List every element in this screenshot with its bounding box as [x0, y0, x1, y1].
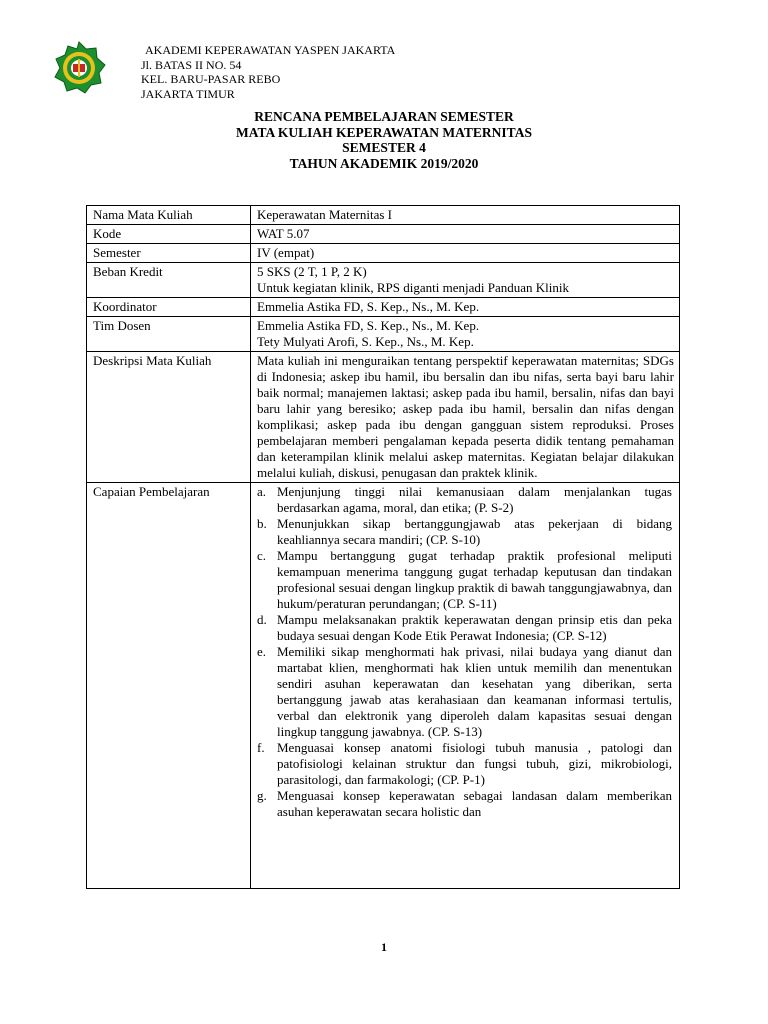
- title-line: MATA KULIAH KEPERAWATAN MATERNITAS: [236, 124, 532, 140]
- credit-load-value: [251, 263, 680, 298]
- credit-note: Untuk kegiatan klinik, RPS diganti menjadi Panduan Klinik: [257, 280, 569, 295]
- table-row: [87, 206, 680, 225]
- list-item: [257, 788, 672, 820]
- list-item: [257, 548, 672, 612]
- course-code-value: WAT 5.07: [251, 225, 680, 244]
- coordinator-value: Emmelia Astika FD, S. Kep., Ns., M. Kep.: [251, 298, 680, 317]
- title-line: RENCANA PEMBELAJARAN SEMESTER: [254, 109, 514, 124]
- row-label: Deskripsi Mata Kuliah: [87, 352, 251, 483]
- table-row: [87, 263, 680, 298]
- list-item: [257, 484, 672, 516]
- list-item: [257, 516, 672, 548]
- credit-sks: 5 SKS (2 T, 1 P, 2 K): [257, 264, 367, 279]
- list-item: [257, 644, 672, 740]
- list-letter: b.: [257, 516, 267, 531]
- list-text: Menunjukkan sikap bertanggungjawab atas pekerjaan di bidang keahliannya secara mandiri; (CP. S-10): [277, 516, 672, 547]
- title-line: TAHUN AKADEMIK 2019/2020: [289, 155, 479, 171]
- learning-outcomes-list: [257, 484, 674, 820]
- logo-emblem-icon: [52, 41, 106, 95]
- institution-header: [141, 43, 395, 101]
- lecturer-team-value: [251, 317, 680, 352]
- row-label: Beban Kredit: [87, 263, 251, 298]
- address-line: KEL. BARU-PASAR REBO: [141, 72, 281, 86]
- table-row: [87, 317, 680, 352]
- table-row: [87, 483, 680, 889]
- title-line: SEMESTER 4: [342, 140, 426, 155]
- list-text: Menguasai konsep anatomi fisiologi tubuh manusia , patologi dan patofisiologi kelainan struktur dan fungsi tubuh, gizi, mikrobiologi, parasitologi, dan farmakologi; (CP. P-1): [277, 740, 672, 787]
- table-row: [87, 298, 680, 317]
- list-letter: e.: [257, 644, 267, 659]
- list-letter: g.: [257, 788, 267, 803]
- list-letter: d.: [257, 612, 267, 627]
- table-row: [87, 244, 680, 263]
- list-text: Mampu melaksanakan praktik keperawatan dengan prinsip etis dan peka budaya sesuai dengan Kode Etik Perawat Indonesia; (CP. S-12): [277, 612, 672, 643]
- lecturer-name: Emmelia Astika FD, S. Kep., Ns., M. Kep.: [257, 318, 480, 333]
- institution-name: AKADEMI KEPERAWATAN YASPEN JAKARTA: [145, 43, 396, 57]
- page-number: 1: [381, 940, 387, 954]
- table-row: [87, 352, 680, 483]
- list-letter: f.: [257, 740, 265, 755]
- document-title: [0, 109, 768, 171]
- list-letter: c.: [257, 548, 267, 563]
- course-description-value: Mata kuliah ini menguraikan tentang perspektif keperawatan maternitas; SDGs di Indonesia; askep ibu hamil, ibu bersalin dan ibu nifas, serta bayi baru lahir baik normal; manajemen laktasi; askep pada ibu hamil, bersalin, nifas dan bayi baru lahir yang beresiko; askep pada ibu hamil, bersalin dan nifas dengan komplikasi; askep pada ibu dengan gangguan sistem reproduksi. Proses pembelajaran memberi pengalaman kepada peserta didik tentang pemahaman dan keterampilan klinik melalui askep maternitas. Kegiatan belajar dilakukan melalui kuliah, diskusi, penugasan dan praktek klinik.: [251, 352, 680, 483]
- row-label: Nama Mata Kuliah: [87, 206, 251, 225]
- list-letter: a.: [257, 484, 267, 499]
- lecturer-name: Tety Mulyati Arofi, S. Kep., Ns., M. Kep.: [257, 334, 474, 349]
- table-row: [87, 225, 680, 244]
- row-label: Koordinator: [87, 298, 251, 317]
- row-label: Tim Dosen: [87, 317, 251, 352]
- row-label: Semester: [87, 244, 251, 263]
- list-text: Mampu bertanggung gugat terhadap praktik profesional meliputi kemampuan menerima tanggung gugat terhadap keputusan dan tindakan profesional sesuai dengan lingkup praktik di bawah tanggungjawabnya, dan hukum/peraturan perundangan; (CP. S-11): [277, 548, 672, 611]
- address-line: Jl. BATAS II NO. 54: [141, 57, 242, 72]
- list-text: Menguasai konsep keperawatan sebagai landasan dalam memberikan asuhan keperawatan secara holistic dan: [277, 788, 672, 819]
- list-item: [257, 740, 672, 788]
- row-label: Kode: [87, 225, 251, 244]
- list-text: Menjunjung tinggi nilai kemanusiaan dalam menjalankan tugas berdasarkan agama, moral, dan etika; (P. S-2): [277, 484, 672, 515]
- address-line: JAKARTA TIMUR: [141, 86, 235, 101]
- row-label: Capaian Pembelajaran: [87, 483, 251, 889]
- list-item: [257, 612, 672, 644]
- semester-value: IV (empat): [251, 244, 680, 263]
- course-info-table: [86, 205, 680, 889]
- learning-outcomes-value: [251, 483, 680, 889]
- institution-logo: [52, 41, 106, 95]
- list-text: Memiliki sikap menghormati hak privasi, nilai budaya yang dianut dan martabat klien, menghormati hak klien untuk memilih dan menentukan sendiri asuhan keperawatan dan kesehatan yang diberikan, serta bertanggung jawab atas kerahasiaan dan keamanan informasi tertulis, verbal dan elektronik yang diperoleh dalam kapasitas sesuai dengan lingkup tanggung jawabnya. (CP. S-13): [277, 644, 672, 739]
- course-name-value: Keperawatan Maternitas I: [251, 206, 680, 225]
